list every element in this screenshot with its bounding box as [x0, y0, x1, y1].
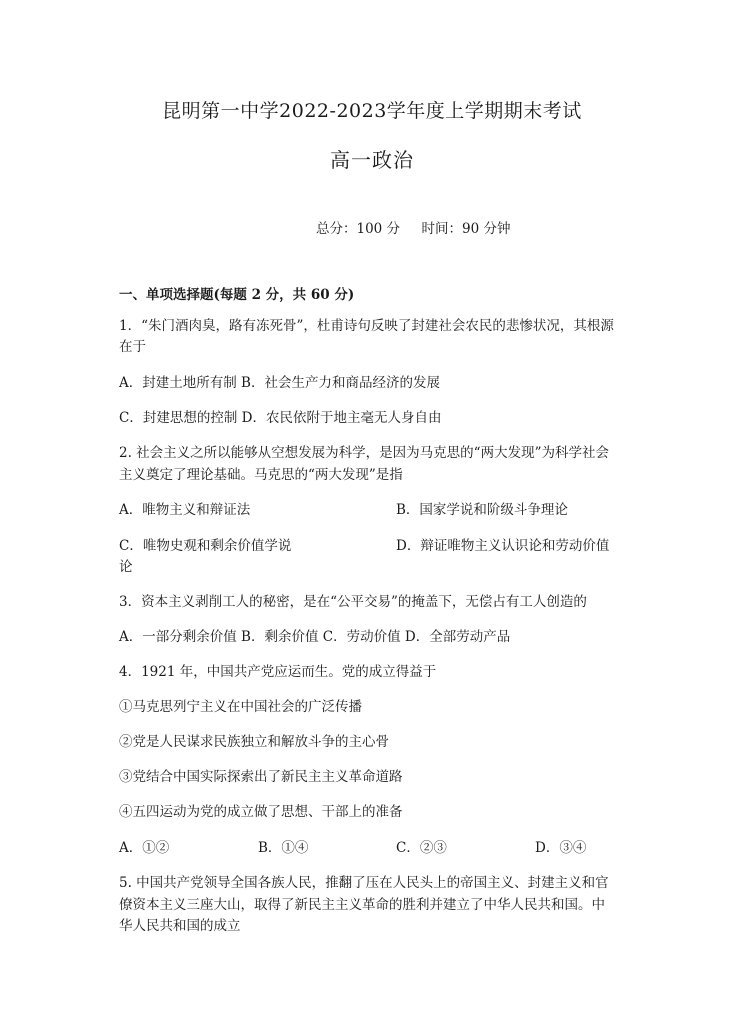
q2-option-d: D．辩证唯物主义认识论和劳动价值 — [396, 538, 610, 554]
q4-item-2: ②党是人民谋求民族独立和解放斗争的主心骨 — [119, 734, 389, 750]
q1-options-line1: A．封建土地所有制 B．社会生产力和商品经济的发展 — [119, 375, 440, 391]
exam-title: 昆明第一中学2022-2023学年度上学期期末考试 — [162, 100, 582, 122]
q2-option-b: B．国家学说和阶级斗争理论 — [396, 502, 568, 518]
exam-meta — [316, 217, 511, 237]
q2-stem-line2: 主义奠定了理论基础。马克思的“两大发现”是指 — [119, 467, 403, 483]
q4-item-3: ③党结合中国实际探索出了新民主主义革命道路 — [119, 769, 403, 785]
q1-stem-line1: 1．“朱门酒肉臭，路有冻死骨”，杜甫诗句反映了封建社会农民的悲惨状况，其根源 — [119, 318, 614, 334]
q1-stem-line2: 在于 — [119, 339, 146, 355]
q4-option-a: A．①② — [119, 840, 170, 856]
q5-stem-line1: 5. 中国共产党领导全国各族人民，推翻了压在人民头上的帝国主义、封建主义和官 — [119, 875, 609, 891]
q4-item-1: ①马克思列宁主义在中国社会的广泛传播 — [119, 699, 362, 715]
exam-subject: 高一政治 — [330, 148, 414, 172]
q2-option-a: A．唯物主义和辩证法 — [119, 502, 251, 518]
q5-stem-line3: 华人民共和国的成立 — [119, 918, 241, 934]
q2-stem-line1: 2. 社会主义之所以能够从空想发展为科学，是因为马克思的“两大发现”为科学社会 — [119, 445, 609, 461]
total-score: 总分：100 分 — [316, 221, 401, 237]
q3-stem: 3．资本主义剥削工人的秘密，是在“公平交易”的掩盖下，无偿占有工人创造的 — [119, 594, 587, 610]
q4-option-d: D．③④ — [535, 840, 587, 856]
q4-option-c: C．②③ — [396, 840, 447, 856]
q3-options: A．一部分剩余价值 B．剩余价值 C．劳动价值 D．全部劳动产品 — [119, 629, 511, 645]
q2-option-d-cont: 论 — [119, 559, 133, 575]
q2-option-c: C．唯物史观和剩余价值学说 — [119, 538, 292, 554]
q4-item-4: ④五四运动为党的成立做了思想、干部上的准备 — [119, 804, 403, 820]
q5-stem-line2: 僚资本主义三座大山，取得了新民主主义革命的胜利并建立了中华人民共和国。中 — [119, 897, 605, 913]
q4-stem: 4．1921 年，中国共产党应运而生。党的成立得益于 — [119, 664, 437, 680]
q4-option-b: B．①④ — [258, 840, 309, 856]
q1-options-line2: C．封建思想的控制 D．农民依附于地主毫无人身自由 — [119, 410, 442, 426]
exam-duration: 时间：90 分钟 — [421, 221, 511, 237]
section-heading: 一、单项选择题(每题 2 分，共 60 分) — [119, 287, 355, 303]
